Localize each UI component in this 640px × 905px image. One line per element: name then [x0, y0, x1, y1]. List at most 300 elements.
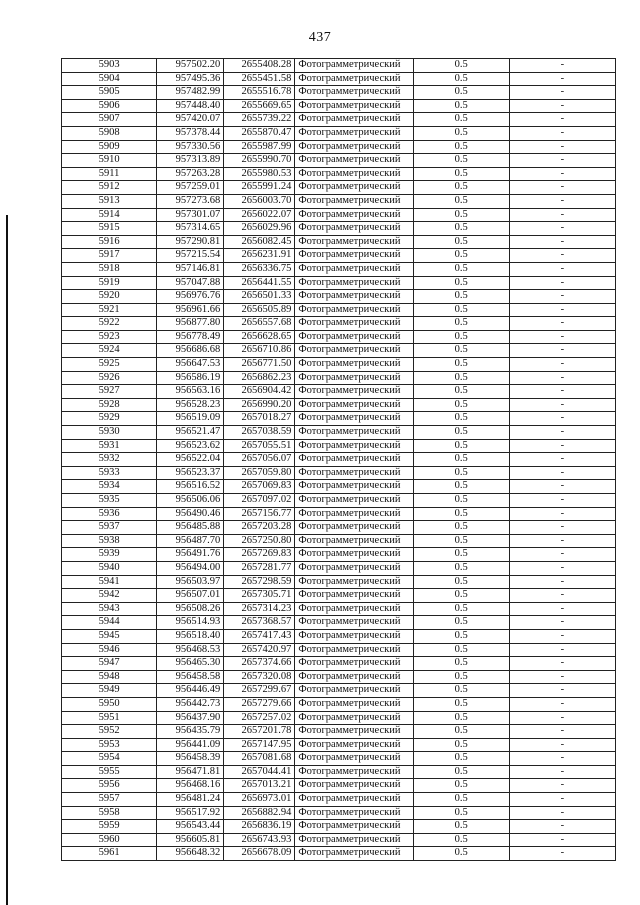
method-cell: Фотограмметрический: [295, 453, 413, 467]
accuracy-cell: 0.5: [413, 738, 509, 752]
x-coordinate-cell: 957330.56: [157, 140, 224, 154]
method-cell: Фотограмметрический: [295, 711, 413, 725]
point-number-cell: 5942: [62, 589, 157, 603]
point-number-cell: 5951: [62, 711, 157, 725]
table-row: [62, 358, 616, 372]
point-number-cell: 5926: [62, 371, 157, 385]
table-row: [62, 752, 616, 766]
accuracy-cell: 0.5: [413, 466, 509, 480]
note-cell: -: [509, 358, 615, 372]
note-cell: -: [509, 521, 615, 535]
method-cell: Фотограмметрический: [295, 616, 413, 630]
accuracy-cell: 0.5: [413, 752, 509, 766]
table-row: [62, 371, 616, 385]
y-coordinate-cell: 2657279.66: [224, 697, 295, 711]
y-coordinate-cell: 2656082.45: [224, 235, 295, 249]
method-cell: Фотограмметрический: [295, 303, 413, 317]
note-cell: -: [509, 657, 615, 671]
accuracy-cell: 0.5: [413, 317, 509, 331]
x-coordinate-cell: 957314.65: [157, 222, 224, 236]
point-number-cell: 5956: [62, 779, 157, 793]
x-coordinate-cell: 956481.24: [157, 793, 224, 807]
accuracy-cell: 0.5: [413, 494, 509, 508]
y-coordinate-cell: 2657081.68: [224, 752, 295, 766]
table-row: [62, 426, 616, 440]
accuracy-cell: 0.5: [413, 684, 509, 698]
method-cell: Фотограмметрический: [295, 657, 413, 671]
method-cell: Фотограмметрический: [295, 235, 413, 249]
x-coordinate-cell: 956528.23: [157, 398, 224, 412]
accuracy-cell: 0.5: [413, 290, 509, 304]
method-cell: Фотограмметрический: [295, 290, 413, 304]
table-row: [62, 398, 616, 412]
method-cell: Фотограмметрический: [295, 140, 413, 154]
note-cell: -: [509, 725, 615, 739]
accuracy-cell: 0.5: [413, 711, 509, 725]
method-cell: Фотограмметрический: [295, 59, 413, 73]
accuracy-cell: 0.5: [413, 575, 509, 589]
point-number-cell: 5905: [62, 86, 157, 100]
method-cell: Фотограмметрический: [295, 126, 413, 140]
point-number-cell: 5936: [62, 507, 157, 521]
accuracy-cell: 0.5: [413, 561, 509, 575]
x-coordinate-cell: 957146.81: [157, 262, 224, 276]
y-coordinate-cell: 2655987.99: [224, 140, 295, 154]
table-row: [62, 765, 616, 779]
x-coordinate-cell: 956648.32: [157, 847, 224, 861]
y-coordinate-cell: 2656441.55: [224, 276, 295, 290]
x-coordinate-cell: 956458.58: [157, 670, 224, 684]
point-number-cell: 5931: [62, 439, 157, 453]
y-coordinate-cell: 2657038.59: [224, 426, 295, 440]
table-row: [62, 684, 616, 698]
method-cell: Фотограмметрический: [295, 684, 413, 698]
method-cell: Фотограмметрический: [295, 439, 413, 453]
table-row: [62, 235, 616, 249]
method-cell: Фотограмметрический: [295, 697, 413, 711]
accuracy-cell: 0.5: [413, 670, 509, 684]
point-number-cell: 5923: [62, 330, 157, 344]
note-cell: -: [509, 371, 615, 385]
table-row: [62, 59, 616, 73]
x-coordinate-cell: 956437.90: [157, 711, 224, 725]
x-coordinate-cell: 957259.01: [157, 181, 224, 195]
table-body: [62, 59, 616, 861]
table-row: [62, 847, 616, 861]
table-row: [62, 820, 616, 834]
accuracy-cell: 0.5: [413, 793, 509, 807]
method-cell: Фотограмметрический: [295, 181, 413, 195]
method-cell: Фотограмметрический: [295, 847, 413, 861]
y-coordinate-cell: 2657314.23: [224, 602, 295, 616]
y-coordinate-cell: 2657374.66: [224, 657, 295, 671]
note-cell: -: [509, 453, 615, 467]
note-cell: -: [509, 167, 615, 181]
accuracy-cell: 0.5: [413, 344, 509, 358]
point-number-cell: 5909: [62, 140, 157, 154]
x-coordinate-cell: 957313.89: [157, 154, 224, 168]
accuracy-cell: 0.5: [413, 371, 509, 385]
point-number-cell: 5918: [62, 262, 157, 276]
y-coordinate-cell: 2657320.08: [224, 670, 295, 684]
method-cell: Фотограмметрический: [295, 72, 413, 86]
accuracy-cell: 0.5: [413, 412, 509, 426]
note-cell: -: [509, 833, 615, 847]
point-number-cell: 5929: [62, 412, 157, 426]
point-number-cell: 5917: [62, 249, 157, 263]
accuracy-cell: 0.5: [413, 398, 509, 412]
y-coordinate-cell: 2656557.68: [224, 317, 295, 331]
method-cell: Фотограмметрический: [295, 222, 413, 236]
point-number-cell: 5910: [62, 154, 157, 168]
table-row: [62, 290, 616, 304]
y-coordinate-cell: 2656505.89: [224, 303, 295, 317]
note-cell: -: [509, 262, 615, 276]
point-number-cell: 5948: [62, 670, 157, 684]
method-cell: Фотограмметрический: [295, 779, 413, 793]
point-number-cell: 5946: [62, 643, 157, 657]
note-cell: -: [509, 330, 615, 344]
table-row: [62, 806, 616, 820]
y-coordinate-cell: 2657069.83: [224, 480, 295, 494]
accuracy-cell: 0.5: [413, 181, 509, 195]
note-cell: -: [509, 670, 615, 684]
table-row: [62, 480, 616, 494]
point-number-cell: 5911: [62, 167, 157, 181]
method-cell: Фотограмметрический: [295, 561, 413, 575]
y-coordinate-cell: 2657156.77: [224, 507, 295, 521]
table-row: [62, 126, 616, 140]
accuracy-cell: 0.5: [413, 99, 509, 113]
method-cell: Фотограмметрический: [295, 466, 413, 480]
method-cell: Фотограмметрический: [295, 670, 413, 684]
accuracy-cell: 0.5: [413, 657, 509, 671]
accuracy-cell: 0.5: [413, 439, 509, 453]
point-number-cell: 5916: [62, 235, 157, 249]
table-row: [62, 494, 616, 508]
point-number-cell: 5959: [62, 820, 157, 834]
method-cell: Фотограмметрический: [295, 412, 413, 426]
x-coordinate-cell: 956441.09: [157, 738, 224, 752]
accuracy-cell: 0.5: [413, 779, 509, 793]
table-row: [62, 276, 616, 290]
method-cell: Фотограмметрический: [295, 113, 413, 127]
note-cell: -: [509, 738, 615, 752]
accuracy-cell: 0.5: [413, 208, 509, 222]
table-row: [62, 181, 616, 195]
accuracy-cell: 0.5: [413, 140, 509, 154]
point-number-cell: 5938: [62, 534, 157, 548]
accuracy-cell: 0.5: [413, 235, 509, 249]
y-coordinate-cell: 2655980.53: [224, 167, 295, 181]
y-coordinate-cell: 2657013.21: [224, 779, 295, 793]
method-cell: Фотограмметрический: [295, 398, 413, 412]
note-cell: -: [509, 507, 615, 521]
point-number-cell: 5940: [62, 561, 157, 575]
x-coordinate-cell: 956494.00: [157, 561, 224, 575]
point-number-cell: 5922: [62, 317, 157, 331]
note-cell: -: [509, 303, 615, 317]
page-number: 437: [308, 30, 332, 45]
point-number-cell: 5912: [62, 181, 157, 195]
x-coordinate-cell: 956516.52: [157, 480, 224, 494]
y-coordinate-cell: 2655870.47: [224, 126, 295, 140]
y-coordinate-cell: 2655669.65: [224, 99, 295, 113]
y-coordinate-cell: 2655408.28: [224, 59, 295, 73]
y-coordinate-cell: 2657305.71: [224, 589, 295, 603]
y-coordinate-cell: 2657269.83: [224, 548, 295, 562]
accuracy-cell: 0.5: [413, 276, 509, 290]
note-cell: -: [509, 398, 615, 412]
method-cell: Фотограмметрический: [295, 426, 413, 440]
x-coordinate-cell: 956468.16: [157, 779, 224, 793]
point-number-cell: 5955: [62, 765, 157, 779]
table-row: [62, 575, 616, 589]
x-coordinate-cell: 957502.20: [157, 59, 224, 73]
table-row: [62, 561, 616, 575]
x-coordinate-cell: 956877.80: [157, 317, 224, 331]
accuracy-cell: 0.5: [413, 697, 509, 711]
x-coordinate-cell: 957263.28: [157, 167, 224, 181]
table-row: [62, 262, 616, 276]
method-cell: Фотограмметрический: [295, 154, 413, 168]
point-number-cell: 5925: [62, 358, 157, 372]
y-coordinate-cell: 2656710.86: [224, 344, 295, 358]
y-coordinate-cell: 2657298.59: [224, 575, 295, 589]
x-coordinate-cell: 957215.54: [157, 249, 224, 263]
point-number-cell: 5903: [62, 59, 157, 73]
method-cell: Фотограмметрический: [295, 358, 413, 372]
table-row: [62, 833, 616, 847]
point-number-cell: 5947: [62, 657, 157, 671]
point-number-cell: 5907: [62, 113, 157, 127]
y-coordinate-cell: 2656990.20: [224, 398, 295, 412]
y-coordinate-cell: 2656882.94: [224, 806, 295, 820]
y-coordinate-cell: 2656231.91: [224, 249, 295, 263]
method-cell: Фотограмметрический: [295, 833, 413, 847]
point-number-cell: 5939: [62, 548, 157, 562]
x-coordinate-cell: 956468.53: [157, 643, 224, 657]
note-cell: -: [509, 765, 615, 779]
accuracy-cell: 0.5: [413, 249, 509, 263]
point-number-cell: 5913: [62, 194, 157, 208]
accuracy-cell: 0.5: [413, 725, 509, 739]
x-coordinate-cell: 956471.81: [157, 765, 224, 779]
y-coordinate-cell: 2657257.02: [224, 711, 295, 725]
point-number-cell: 5954: [62, 752, 157, 766]
y-coordinate-cell: 2656003.70: [224, 194, 295, 208]
table-row: [62, 453, 616, 467]
note-cell: -: [509, 249, 615, 263]
y-coordinate-cell: 2656862.23: [224, 371, 295, 385]
x-coordinate-cell: 956491.76: [157, 548, 224, 562]
x-coordinate-cell: 957378.44: [157, 126, 224, 140]
note-cell: -: [509, 793, 615, 807]
x-coordinate-cell: 957273.68: [157, 194, 224, 208]
point-number-cell: 5961: [62, 847, 157, 861]
accuracy-cell: 0.5: [413, 806, 509, 820]
point-number-cell: 5943: [62, 602, 157, 616]
y-coordinate-cell: 2656022.07: [224, 208, 295, 222]
x-coordinate-cell: 956519.09: [157, 412, 224, 426]
y-coordinate-cell: 2656973.01: [224, 793, 295, 807]
point-number-cell: 5949: [62, 684, 157, 698]
x-coordinate-cell: 956517.92: [157, 806, 224, 820]
accuracy-cell: 0.5: [413, 167, 509, 181]
accuracy-cell: 0.5: [413, 330, 509, 344]
table-row: [62, 521, 616, 535]
y-coordinate-cell: 2657299.67: [224, 684, 295, 698]
method-cell: Фотограмметрический: [295, 793, 413, 807]
table-row: [62, 602, 616, 616]
note-cell: -: [509, 561, 615, 575]
table-row: [62, 439, 616, 453]
point-number-cell: 5904: [62, 72, 157, 86]
point-number-cell: 5944: [62, 616, 157, 630]
accuracy-cell: 0.5: [413, 303, 509, 317]
accuracy-cell: 0.5: [413, 847, 509, 861]
x-coordinate-cell: 956523.37: [157, 466, 224, 480]
y-coordinate-cell: 2655516.78: [224, 86, 295, 100]
note-cell: -: [509, 99, 615, 113]
note-cell: -: [509, 602, 615, 616]
note-cell: -: [509, 643, 615, 657]
note-cell: -: [509, 222, 615, 236]
method-cell: Фотограмметрический: [295, 806, 413, 820]
y-coordinate-cell: 2657417.43: [224, 629, 295, 643]
method-cell: Фотограмметрический: [295, 548, 413, 562]
note-cell: -: [509, 235, 615, 249]
table-row: [62, 72, 616, 86]
table-row: [62, 86, 616, 100]
method-cell: Фотограмметрический: [295, 344, 413, 358]
table-row: [62, 317, 616, 331]
table-row: [62, 657, 616, 671]
point-number-cell: 5953: [62, 738, 157, 752]
y-coordinate-cell: 2656678.09: [224, 847, 295, 861]
table-row: [62, 303, 616, 317]
y-coordinate-cell: 2655991.24: [224, 181, 295, 195]
accuracy-cell: 0.5: [413, 521, 509, 535]
method-cell: Фотограмметрический: [295, 589, 413, 603]
table-row: [62, 697, 616, 711]
method-cell: Фотограмметрический: [295, 575, 413, 589]
table-row: [62, 629, 616, 643]
x-coordinate-cell: 956778.49: [157, 330, 224, 344]
accuracy-cell: 0.5: [413, 385, 509, 399]
y-coordinate-cell: 2657055.51: [224, 439, 295, 453]
accuracy-cell: 0.5: [413, 507, 509, 521]
x-coordinate-cell: 956686.68: [157, 344, 224, 358]
note-cell: -: [509, 752, 615, 766]
accuracy-cell: 0.5: [413, 480, 509, 494]
x-coordinate-cell: 956490.46: [157, 507, 224, 521]
y-coordinate-cell: 2656743.93: [224, 833, 295, 847]
method-cell: Фотограмметрический: [295, 208, 413, 222]
accuracy-cell: 0.5: [413, 629, 509, 643]
note-cell: -: [509, 629, 615, 643]
note-cell: -: [509, 140, 615, 154]
x-coordinate-cell: 956446.49: [157, 684, 224, 698]
method-cell: Фотограмметрический: [295, 494, 413, 508]
method-cell: Фотограмметрический: [295, 480, 413, 494]
note-cell: -: [509, 820, 615, 834]
x-coordinate-cell: 956976.76: [157, 290, 224, 304]
table-row: [62, 711, 616, 725]
table-row: [62, 616, 616, 630]
y-coordinate-cell: 2656029.96: [224, 222, 295, 236]
note-cell: -: [509, 548, 615, 562]
accuracy-cell: 0.5: [413, 262, 509, 276]
x-coordinate-cell: 956514.93: [157, 616, 224, 630]
y-coordinate-cell: 2656501.33: [224, 290, 295, 304]
x-coordinate-cell: 957047.88: [157, 276, 224, 290]
method-cell: Фотограмметрический: [295, 167, 413, 181]
x-coordinate-cell: 956435.79: [157, 725, 224, 739]
y-coordinate-cell: 2656836.19: [224, 820, 295, 834]
method-cell: Фотограмметрический: [295, 725, 413, 739]
point-number-cell: 5915: [62, 222, 157, 236]
note-cell: -: [509, 589, 615, 603]
x-coordinate-cell: 957420.07: [157, 113, 224, 127]
point-number-cell: 5914: [62, 208, 157, 222]
method-cell: Фотограмметрический: [295, 534, 413, 548]
table-row: [62, 140, 616, 154]
note-cell: -: [509, 466, 615, 480]
point-number-cell: 5958: [62, 806, 157, 820]
point-number-cell: 5921: [62, 303, 157, 317]
table-row: [62, 548, 616, 562]
note-cell: -: [509, 276, 615, 290]
table-row: [62, 167, 616, 181]
y-coordinate-cell: 2657147.95: [224, 738, 295, 752]
y-coordinate-cell: 2656336.75: [224, 262, 295, 276]
method-cell: Фотограмметрический: [295, 371, 413, 385]
table-row: [62, 208, 616, 222]
x-coordinate-cell: 956506.06: [157, 494, 224, 508]
note-cell: -: [509, 208, 615, 222]
point-number-cell: 5927: [62, 385, 157, 399]
y-coordinate-cell: 2657420.97: [224, 643, 295, 657]
accuracy-cell: 0.5: [413, 589, 509, 603]
table-row: [62, 738, 616, 752]
x-coordinate-cell: 956605.81: [157, 833, 224, 847]
note-cell: -: [509, 616, 615, 630]
coordinates-table: [61, 58, 616, 861]
point-number-cell: 5924: [62, 344, 157, 358]
x-coordinate-cell: 956485.88: [157, 521, 224, 535]
x-coordinate-cell: 956442.73: [157, 697, 224, 711]
x-coordinate-cell: 956518.40: [157, 629, 224, 643]
method-cell: Фотограмметрический: [295, 249, 413, 263]
accuracy-cell: 0.5: [413, 126, 509, 140]
point-number-cell: 5945: [62, 629, 157, 643]
y-coordinate-cell: 2656904.42: [224, 385, 295, 399]
accuracy-cell: 0.5: [413, 616, 509, 630]
table-row: [62, 507, 616, 521]
point-number-cell: 5920: [62, 290, 157, 304]
x-coordinate-cell: 956465.30: [157, 657, 224, 671]
y-coordinate-cell: 2657044.41: [224, 765, 295, 779]
point-number-cell: 5937: [62, 521, 157, 535]
note-cell: -: [509, 697, 615, 711]
x-coordinate-cell: 957290.81: [157, 235, 224, 249]
y-coordinate-cell: 2657201.78: [224, 725, 295, 739]
table-row: [62, 194, 616, 208]
table-row: [62, 779, 616, 793]
x-coordinate-cell: 956521.47: [157, 426, 224, 440]
note-cell: -: [509, 59, 615, 73]
